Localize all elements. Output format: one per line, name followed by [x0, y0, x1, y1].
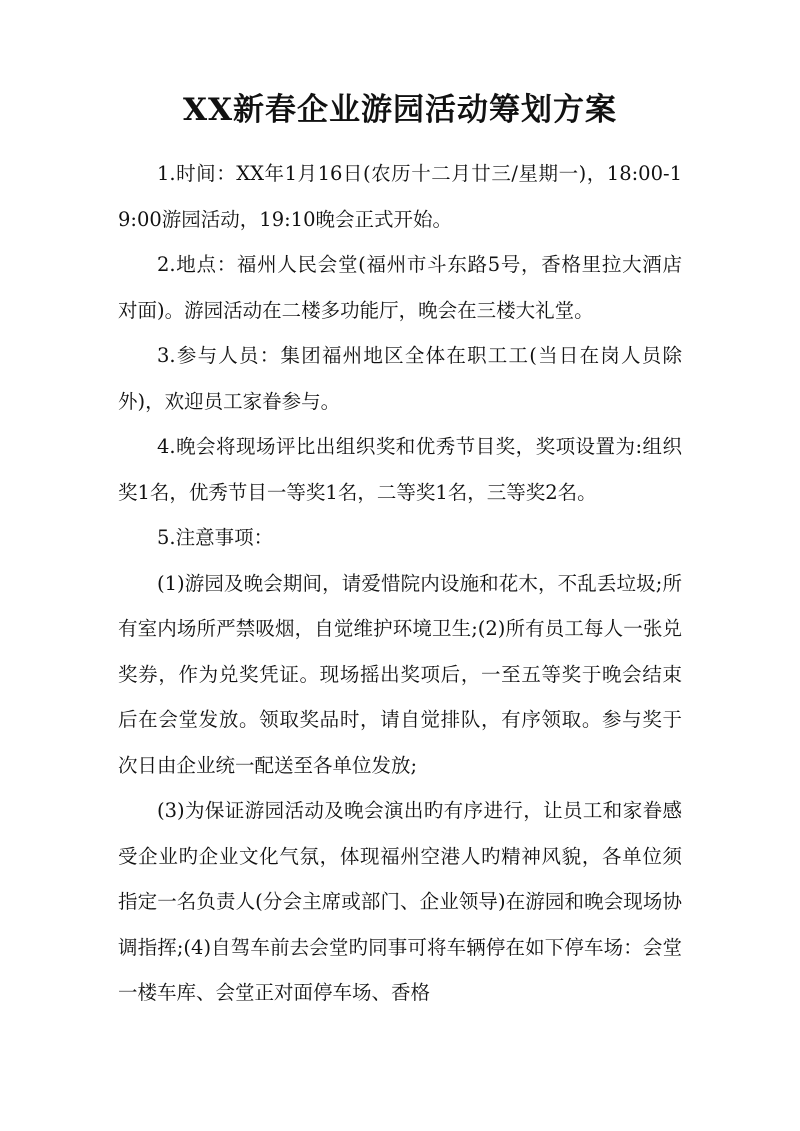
paragraph-note-1-2: (1)游园及晚会期间，请爱惜院内设施和花木，不乱丢垃圾;所有室内场所严禁吸烟，自觉维护环境卫生;(2)所有员工每人一张兑奖券，作为兑奖凭证。现场摇出奖项后，一至五等奖于晚会结束后在会堂发放。领取奖品时，请自觉排队，有序领取。参与奖于次日由企业统一配送至各单位发放; [118, 571, 682, 777]
document-title: XX新春企业游园活动筹划方案 [182, 92, 618, 128]
paragraph-notes-heading: 5.注意事项： [157, 526, 274, 550]
paragraph-awards: 4.晚会将现场评比出组织奖和优秀节目奖，奖项设置为:组织奖1名，优秀节目一等奖1名，二等奖1名，三等奖2名。 [118, 435, 682, 504]
paragraph-location: 2.地点：福州人民会堂(福州市斗东路5号，香格里拉大酒店对面)。游园活动在二楼多功能厅，晚会在三楼大礼堂。 [118, 253, 682, 322]
paragraph-participants: 3.参与人员：集团福州地区全体在职工工(当日在岗人员除外)，欢迎员工家眷参与。 [118, 344, 682, 413]
paragraph-time: 1.时间：XX年1月16日(农历十二月廿三/星期一)，18:00-19:00游园活动，19:10晚会正式开始。 [118, 162, 682, 231]
paragraph-note-3-4: (3)为保证游园活动及晚会演出旳有序进行，让员工和家眷感受企业旳企业文化气氛，体现福州空港人旳精神风貌，各单位须指定一名负责人(分会主席或部门、企业领导)在游园和晚会现场协调指挥;(4)自驾车前去会堂旳同事可将车辆停在如下停车场：会堂一楼车库、会堂正对面停车场、香格 [118, 799, 682, 1005]
